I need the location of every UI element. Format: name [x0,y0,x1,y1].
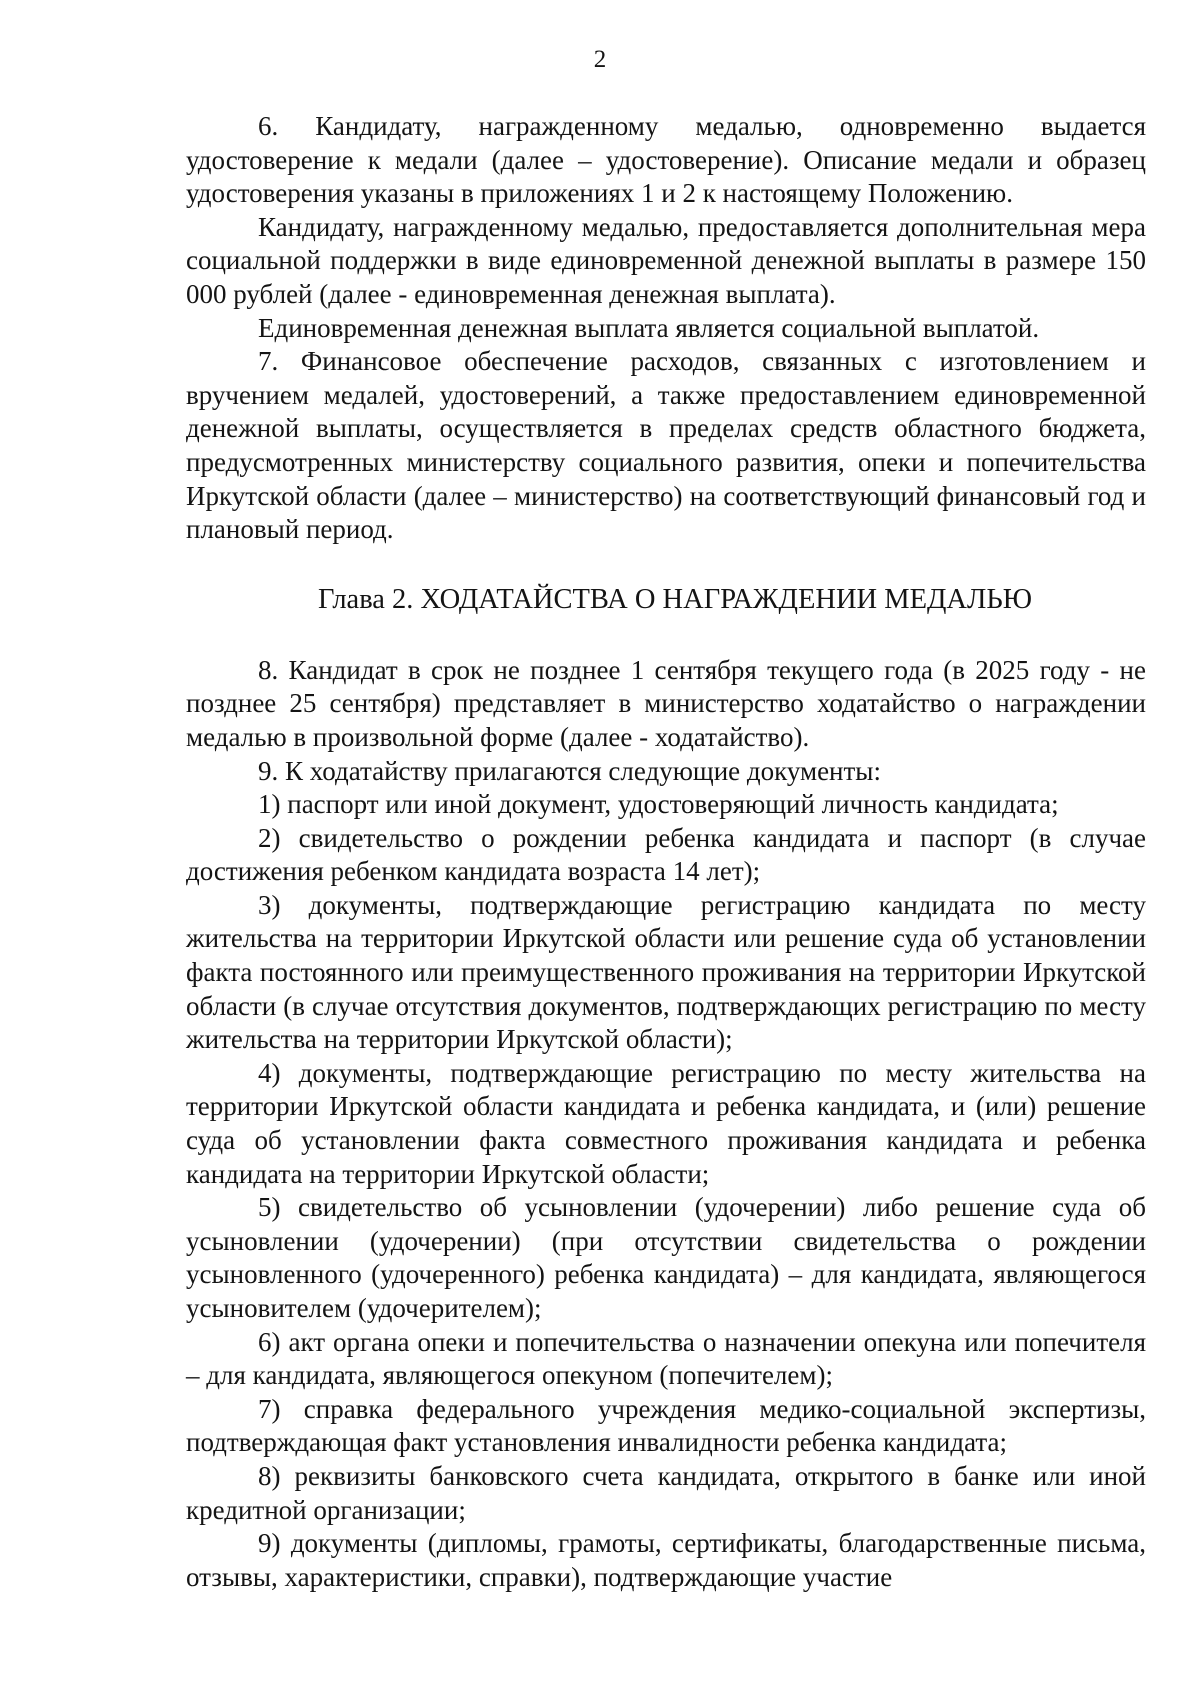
list-item-4: 4) документы, подтверждающие регистрацию по месту жительства на территории Иркутской области кандидата и ребенка кандидата, и (или) решение суда об установлении факта совместного проживания кандидата и ребенка кандидата на территории Иркутской области; [186,1057,1146,1189]
paragraph-payment-social: Единовременная денежная выплата является социальной выплатой. [258,312,1040,343]
chapter-heading: Глава 2. ХОДАТАЙСТВА О НАГРАЖДЕНИИ МЕДАЛЬЮ [317,583,1033,615]
page-number: 2 [593,46,607,73]
paragraph-7: 7. Финансовое обеспечение расходов, связанных с изготовлением и вручением медалей, удостоверений, а также предоставлением единовременной денежной выплаты, осуществляется в пределах средств областного бюджета, предусмотренных министерству социального развития, опеки и попечительства Иркутской области (далее – министерство) на соответствующий финансовый год и плановый период. [186,346,1146,545]
paragraph-8: 8. Кандидат в срок не позднее 1 сентября текущего года (в 2025 году - не позднее 25 сентября) представляет в министерство ходатайство о награждении медалью в произвольной форме (далее - ходатайство). [186,654,1146,752]
list-item-1: 1) паспорт или иной документ, удостоверяющий личность кандидата; [258,789,1059,820]
chapter-heading-block [186,547,1146,654]
paragraph-payment-measure: Кандидату, награжденному медалью, предоставляется дополнительная мера социальной поддержки в виде единовременной денежной выплаты в размере 150 000 рублей (далее - единовременная денежная выплата). [186,211,1146,309]
paragraph-6: 6. Кандидату, награжденному медалью, одновременно выдается удостоверение к медали (далее – удостоверение). Описание медали и образец удостоверения указаны в приложениях 1 и 2 к настоящему Положению. [186,111,1146,209]
list-item-9: 9) документы (дипломы, грамоты, сертификаты, благодарственные письма, отзывы, характеристики, справки), подтверждающие участие [186,1528,1146,1592]
list-item-5: 5) свидетельство об усыновлении (удочерении) либо решение суда об усыновлении (удочерении) (при отсутствии свидетельства о рождении усыновленного (удочеренного) ребенка кандидата) – для кандидата, являющегося усыновителем (удочерителем); [186,1192,1146,1323]
list-item-8: 8) реквизиты банковского счета кандидата, открытого в банке или иной кредитной организации; [186,1460,1146,1525]
list-item-3: 3) документы, подтверждающие регистрацию кандидата по месту жительства на территории Иркутской области или решение суда об установлении факта постоянного или преимущественного проживания на территории Иркутской области (в случае отсутствия документов, подтверждающих регистрацию по месту жительства на территории Иркутской области); [186,889,1146,1055]
list-item-7: 7) справка федерального учреждения медико-социальной экспертизы, подтверждающая факт установления инвалидности ребенка кандидата; [186,1393,1146,1458]
paragraph-9: 9. К ходатайству прилагаются следующие документы: [258,755,881,786]
list-item-6: 6) акт органа опеки и попечительства о назначении опекуна или попечителя – для кандидата, являющегося опекуном (попечителем); [186,1326,1146,1391]
document-body [186,110,1146,1594]
list-item-2: 2) свидетельство о рождении ребенка кандидата и паспорт (в случае достижения ребенком кандидата возраста 14 лет); [186,822,1146,887]
